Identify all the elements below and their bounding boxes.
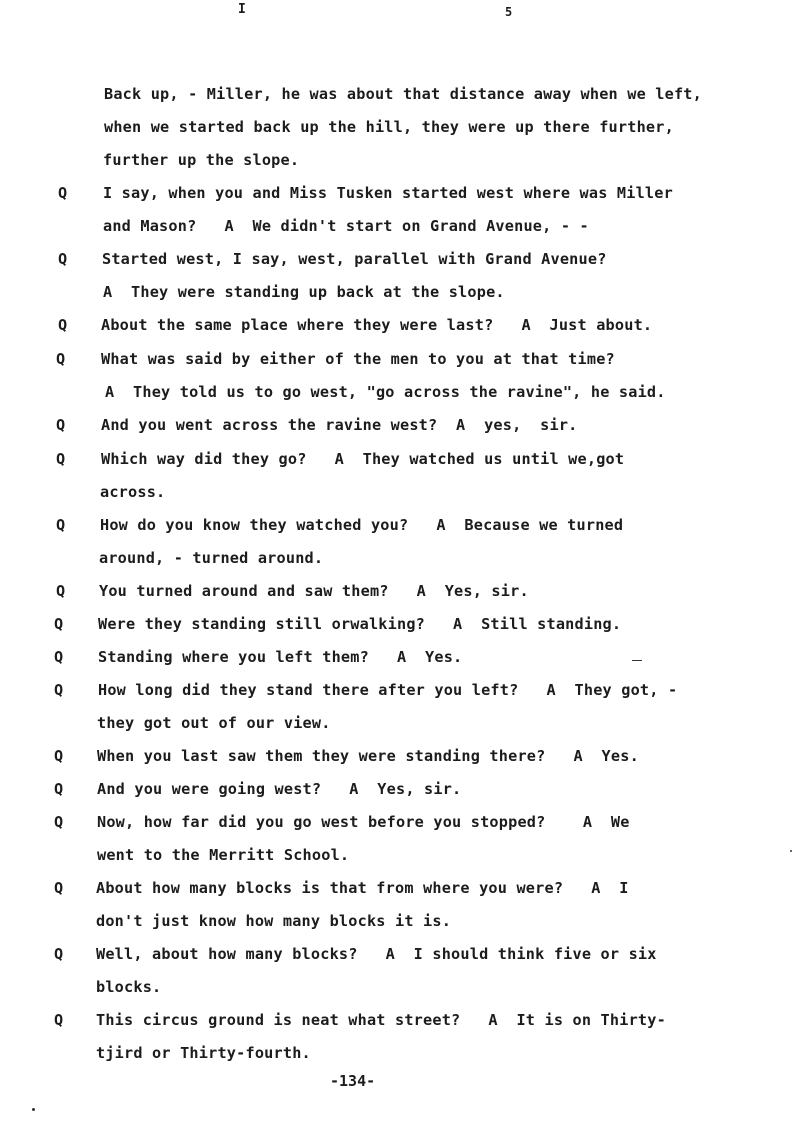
transcript-line: around, - turned around. <box>99 549 324 567</box>
transcript-line: You turned around and saw them? A Yes, sir. <box>99 582 529 600</box>
transcript-line: Were they standing still orwalking? A Still standing. <box>98 615 622 633</box>
question-marker: Q <box>54 879 64 897</box>
question-marker: Q <box>54 813 64 831</box>
question-marker: Q <box>58 184 68 202</box>
question-marker: Q <box>58 316 68 334</box>
question-marker: Q <box>56 416 66 434</box>
transcript-line: blocks. <box>96 978 162 996</box>
transcript-line: Back up, - Miller, he was about that distance away when we left, <box>104 85 702 103</box>
transcript-line: I say, when you and Miss Tusken started west where was Miller <box>103 184 673 202</box>
transcript-line: Well, about how many blocks? A I should think five or six <box>96 945 657 963</box>
transcript-line: How long did they stand there after you left? A They got, - <box>98 681 678 699</box>
transcript-line: A They were standing up back at the slope. <box>103 283 505 301</box>
question-marker: Q <box>54 648 64 666</box>
transcript-line: don't just know how many blocks it is. <box>96 912 452 930</box>
transcript-line: and Mason? A We didn't start on Grand Avenue, - - <box>103 217 589 235</box>
question-marker: Q <box>56 350 66 368</box>
transcript-line: About how many blocks is that from where you were? A I <box>96 879 629 897</box>
transcript-line: What was said by either of the men to you at that time? <box>101 350 615 368</box>
scan-speck <box>632 660 642 661</box>
question-marker: Q <box>54 945 64 963</box>
question-marker: Q <box>54 747 64 765</box>
question-marker: Q <box>56 516 66 534</box>
transcript-line: further up the slope. <box>103 151 300 169</box>
header-mark-left: I <box>238 2 246 17</box>
question-marker: Q <box>58 250 68 268</box>
question-marker: Q <box>56 450 66 468</box>
question-marker: Q <box>54 780 64 798</box>
question-marker: Q <box>54 1011 64 1029</box>
transcript-line: About the same place where they were last? A Just about. <box>101 316 653 334</box>
question-marker: Q <box>54 615 64 633</box>
page-number: -134- <box>330 1072 376 1090</box>
transcript-line: How do you know they watched you? A Because we turned <box>100 516 624 534</box>
question-marker: Q <box>56 582 66 600</box>
transcript-line: they got out of our view. <box>97 714 331 732</box>
transcript-line: A They told us to go west, "go across the ravine", he said. <box>105 383 666 401</box>
scan-speck <box>32 1108 35 1111</box>
transcript-line: When you last saw them they were standing there? A Yes. <box>97 747 639 765</box>
transcript-line: Standing where you left them? A Yes. <box>98 648 463 666</box>
transcript-line: And you were going west? A Yes, sir. <box>97 780 462 798</box>
transcript-line: Started west, I say, west, parallel with Grand Avenue? <box>102 250 607 268</box>
scan-speck <box>790 850 792 852</box>
transcript-line: Now, how far did you go west before you stopped? A We <box>97 813 630 831</box>
transcript-line: tjird or Thirty-fourth. <box>96 1044 311 1062</box>
transcript-line: This circus ground is neat what street? A It is on Thirty- <box>96 1011 666 1029</box>
transcript-line: Which way did they go? A They watched us until we,got <box>101 450 625 468</box>
transcript-line: And you went across the ravine west? A yes, sir. <box>101 416 578 434</box>
header-mark-right: 5 <box>505 5 513 19</box>
transcript-line: went to the Merritt School. <box>97 846 350 864</box>
transcript-line: when we started back up the hill, they were up there further, <box>104 118 674 136</box>
transcript-line: across. <box>100 483 166 501</box>
question-marker: Q <box>54 681 64 699</box>
